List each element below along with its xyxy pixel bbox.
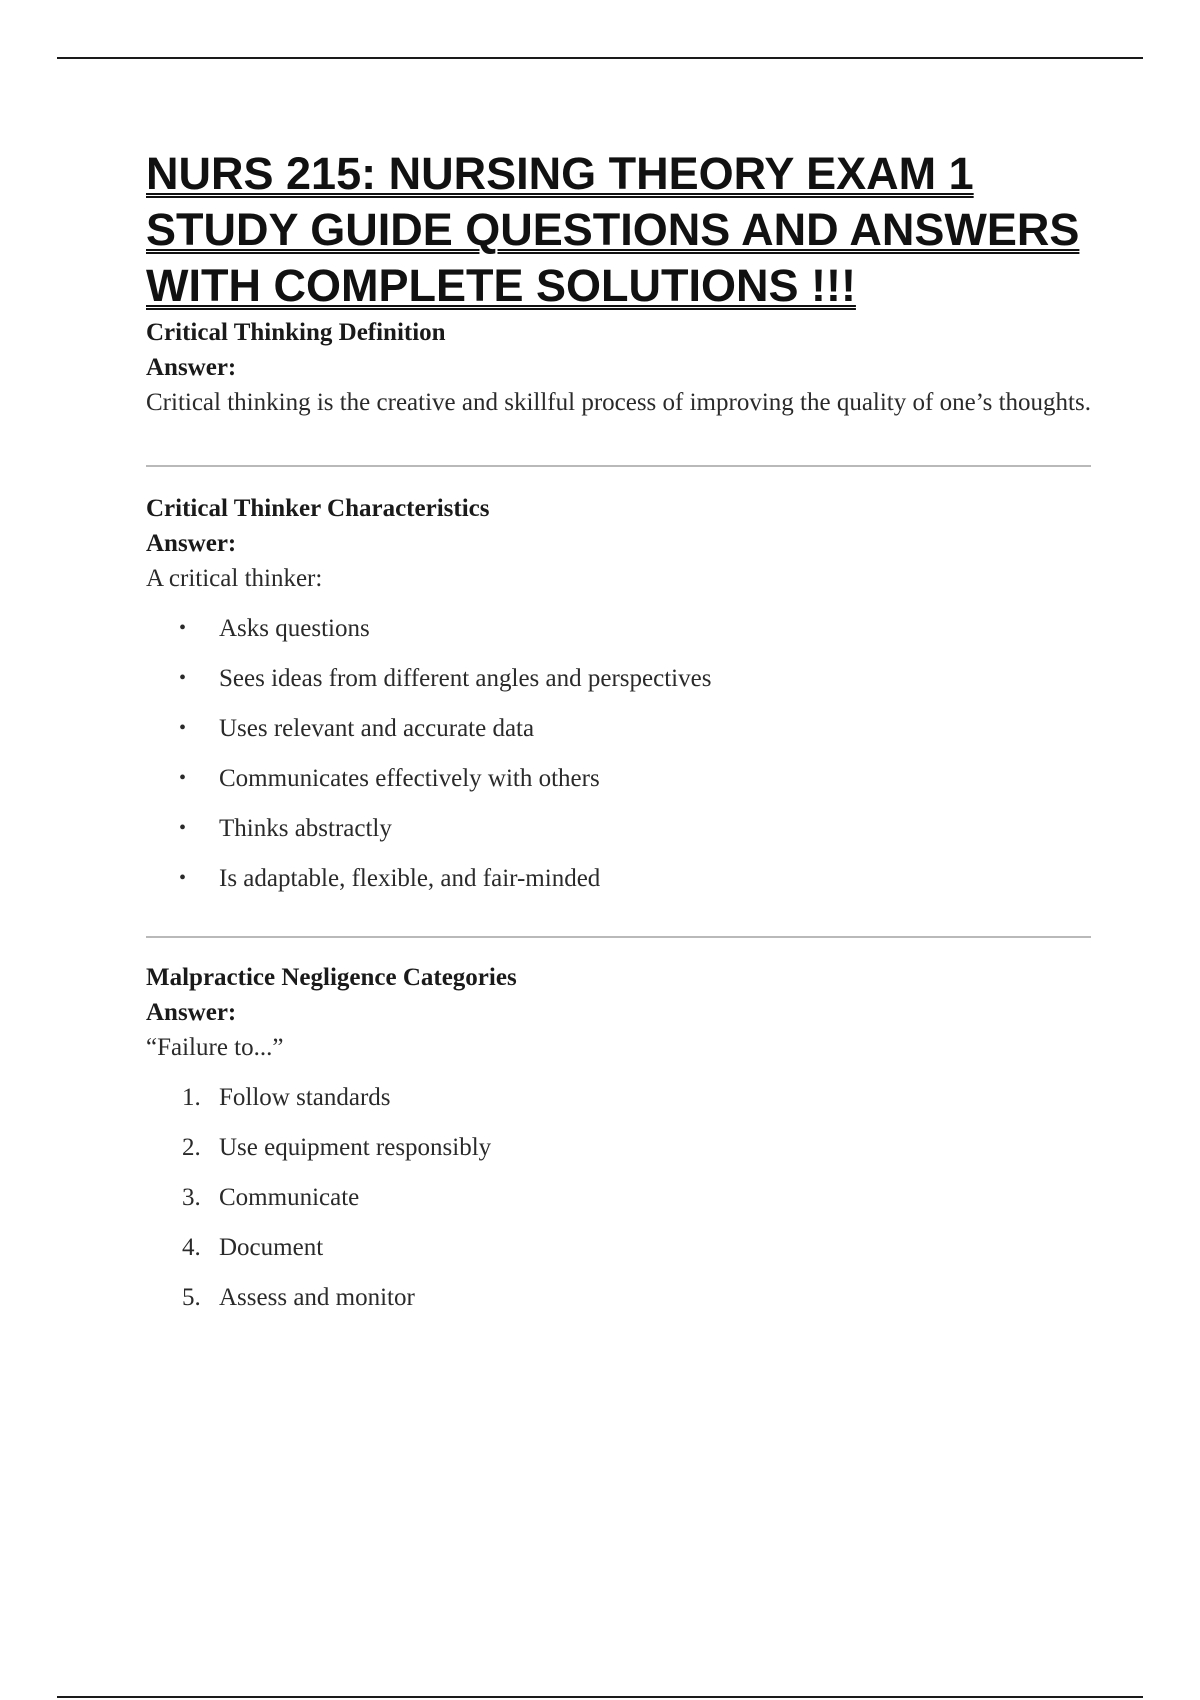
- list-item-text: Follow standards: [219, 1084, 391, 1111]
- document-title: NURS 215: NURSING THEORY EXAM 1 STUDY GUIDE QUESTIONS AND ANSWERS WITH COMPLETE SOLUTIONS !!!: [146, 148, 1080, 311]
- list-item-text: Sees ideas from different angles and perspectives: [219, 665, 712, 692]
- bullet-list: [146, 611, 1091, 896]
- question-text: Critical Thinker Characteristics: [146, 495, 490, 522]
- answer-text: Critical thinking is the creative and skillful process of improving the quality of one’s thoughts.: [146, 389, 1091, 416]
- list-item: [146, 711, 1091, 746]
- qa-critical-thinking-definition: [146, 315, 1091, 420]
- bullet-icon: •: [179, 867, 187, 889]
- list-item-text: Asks questions: [219, 615, 370, 642]
- list-item-text: Communicates effectively with others: [219, 765, 600, 792]
- list-item-number: 1.: [182, 1084, 201, 1111]
- list-item: [146, 761, 1091, 796]
- list-item-number: 2.: [182, 1134, 201, 1161]
- question-text: Malpractice Negligence Categories: [146, 964, 517, 991]
- bullet-icon: •: [179, 667, 187, 689]
- list-item: [146, 1080, 1091, 1115]
- list-item: [146, 1130, 1091, 1165]
- list-item-text: Document: [219, 1234, 324, 1261]
- answer-label: Answer:: [146, 354, 237, 381]
- page-top-rule: [57, 57, 1143, 59]
- list-item: [146, 661, 1091, 696]
- list-item-number: 5.: [182, 1284, 201, 1311]
- list-item: [146, 1180, 1091, 1215]
- question-text: Critical Thinking Definition: [146, 319, 446, 346]
- section-divider: [146, 936, 1091, 938]
- answer-label: Answer:: [146, 999, 237, 1026]
- list-item-text: Is adaptable, flexible, and fair-minded: [219, 865, 601, 892]
- list-item-text: Use equipment responsibly: [219, 1134, 492, 1161]
- list-item: [146, 811, 1091, 846]
- list-item: [146, 611, 1091, 646]
- section-divider: [146, 465, 1091, 467]
- document-body: [146, 146, 1091, 1315]
- list-item-text: Uses relevant and accurate data: [219, 715, 535, 742]
- list-item: [146, 1230, 1091, 1265]
- qa-malpractice-negligence-categories: [146, 960, 1091, 1315]
- list-item-number: 3.: [182, 1184, 201, 1211]
- list-item-number: 4.: [182, 1234, 201, 1261]
- answer-text: A critical thinker:: [146, 565, 323, 592]
- page-bottom-rule: [57, 1696, 1143, 1698]
- bullet-icon: •: [179, 767, 187, 789]
- bullet-icon: •: [179, 617, 187, 639]
- numbered-list: [146, 1080, 1091, 1315]
- list-item-text: Assess and monitor: [219, 1284, 415, 1311]
- bullet-icon: •: [179, 717, 187, 739]
- answer-label: Answer:: [146, 530, 237, 557]
- list-item-text: Communicate: [219, 1184, 360, 1211]
- answer-text: “Failure to...”: [146, 1034, 284, 1061]
- list-item-text: Thinks abstractly: [219, 815, 392, 842]
- bullet-icon: •: [179, 817, 187, 839]
- list-item: [146, 861, 1091, 896]
- list-item: [146, 1280, 1091, 1315]
- qa-critical-thinker-characteristics: [146, 491, 1091, 896]
